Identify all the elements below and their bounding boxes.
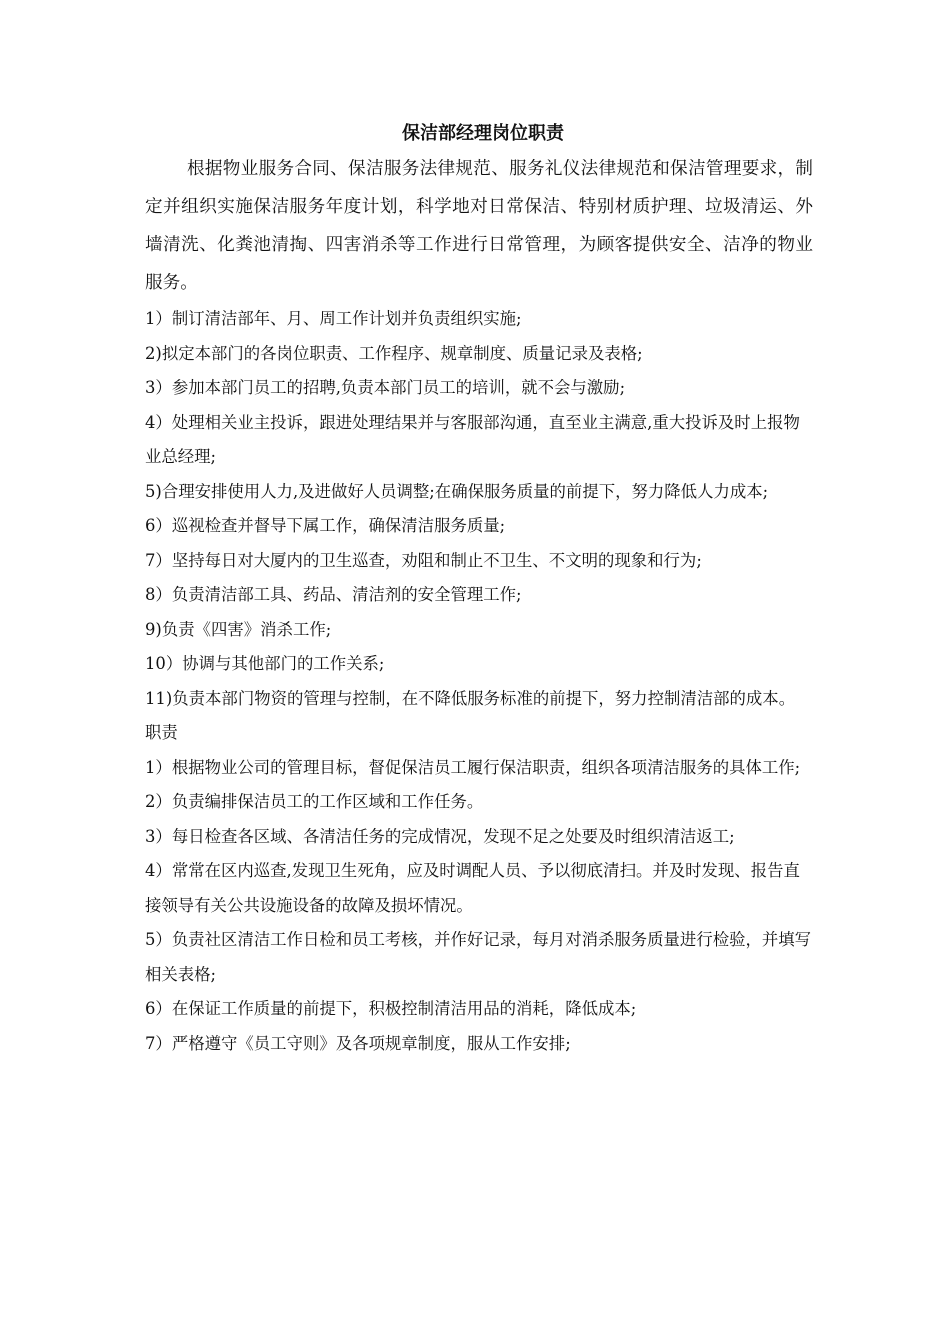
list-item: 7）严格遵守《员工守则》及各项规章制度，服从工作安排; — [145, 1033, 571, 1053]
duties-heading: 职责 — [145, 723, 178, 742]
list-item: 9)负责《四害》消杀工作; — [145, 619, 332, 639]
list-item: 11)负责本部门物资的管理与控制，在不降低服务标准的前提下，努力控制清洁部的成本。 — [145, 688, 796, 708]
list-item: 6）巡视检查并督导下属工作，确保清洁服务质量; — [145, 516, 506, 535]
duties-list — [145, 751, 813, 1062]
list-item: 1）根据物业公司的管理目标，督促保洁员工履行保洁职责，组织各项清洁服务的具体工作; — [145, 757, 801, 777]
list-item: 5)合理安排使用人力,及进做好人员调整;在确保服务质量的前提下，努力降低人力成本; — [145, 481, 769, 501]
list-item: 3）每日检查各区域、各清洁任务的完成情况，发现不足之处要及时组织清洁返工; — [145, 826, 735, 846]
list-item: 6）在保证工作质量的前提下，积极控制清洁用品的消耗，降低成本; — [145, 999, 637, 1018]
document-page — [145, 118, 813, 1061]
intro-paragraph: 根据物业服务合同、保洁服务法律规范、服务礼仪法律规范和保洁管理要求，制定并组织实施保洁服务年度计划，科学地对日常保洁、特别材质护理、垃圾清运、外墙清洗、化粪池清掏、四害消杀等工作进行日常管理，为顾客提供安全、洁净的物业服务。 — [145, 159, 813, 293]
responsibility-list — [145, 302, 813, 716]
list-item: 4）常常在区内巡查,发现卫生死角，应及时调配人员、予以彻底清扫。并及时发现、报告直接领导有关公共设施设备的故障及损坏情况。 — [145, 861, 800, 915]
list-item: 8）负责清洁部工具、药品、清洁剂的安全管理工作; — [145, 585, 522, 604]
list-item: 10）协调与其他部门的工作关系; — [145, 654, 385, 673]
list-item: 3）参加本部门员工的招聘,负责本部门员工的培训，就不会与激励; — [145, 378, 626, 397]
list-item: 2)拟定本部门的各岗位职责、工作程序、规章制度、质量记录及表格; — [145, 343, 643, 363]
list-item: 7）坚持每日对大厦内的卫生巡查，劝阻和制止不卫生、不文明的现象和行为; — [145, 550, 702, 570]
list-item: 2）负责编排保洁员工的工作区域和工作任务。 — [145, 792, 484, 811]
list-item: 4）处理相关业主投诉，跟进处理结果并与客服部沟通，直至业主满意,重大投诉及时上报物业总经理; — [145, 412, 800, 466]
document-title: 保洁部经理岗位职责 — [402, 123, 564, 144]
list-item: 1）制订清洁部年、月、周工作计划并负责组织实施; — [145, 309, 522, 328]
list-item: 5）负责社区清洁工作日检和员工考核，并作好记录，每月对消杀服务质量进行检验，并填写相关表格; — [145, 930, 812, 984]
